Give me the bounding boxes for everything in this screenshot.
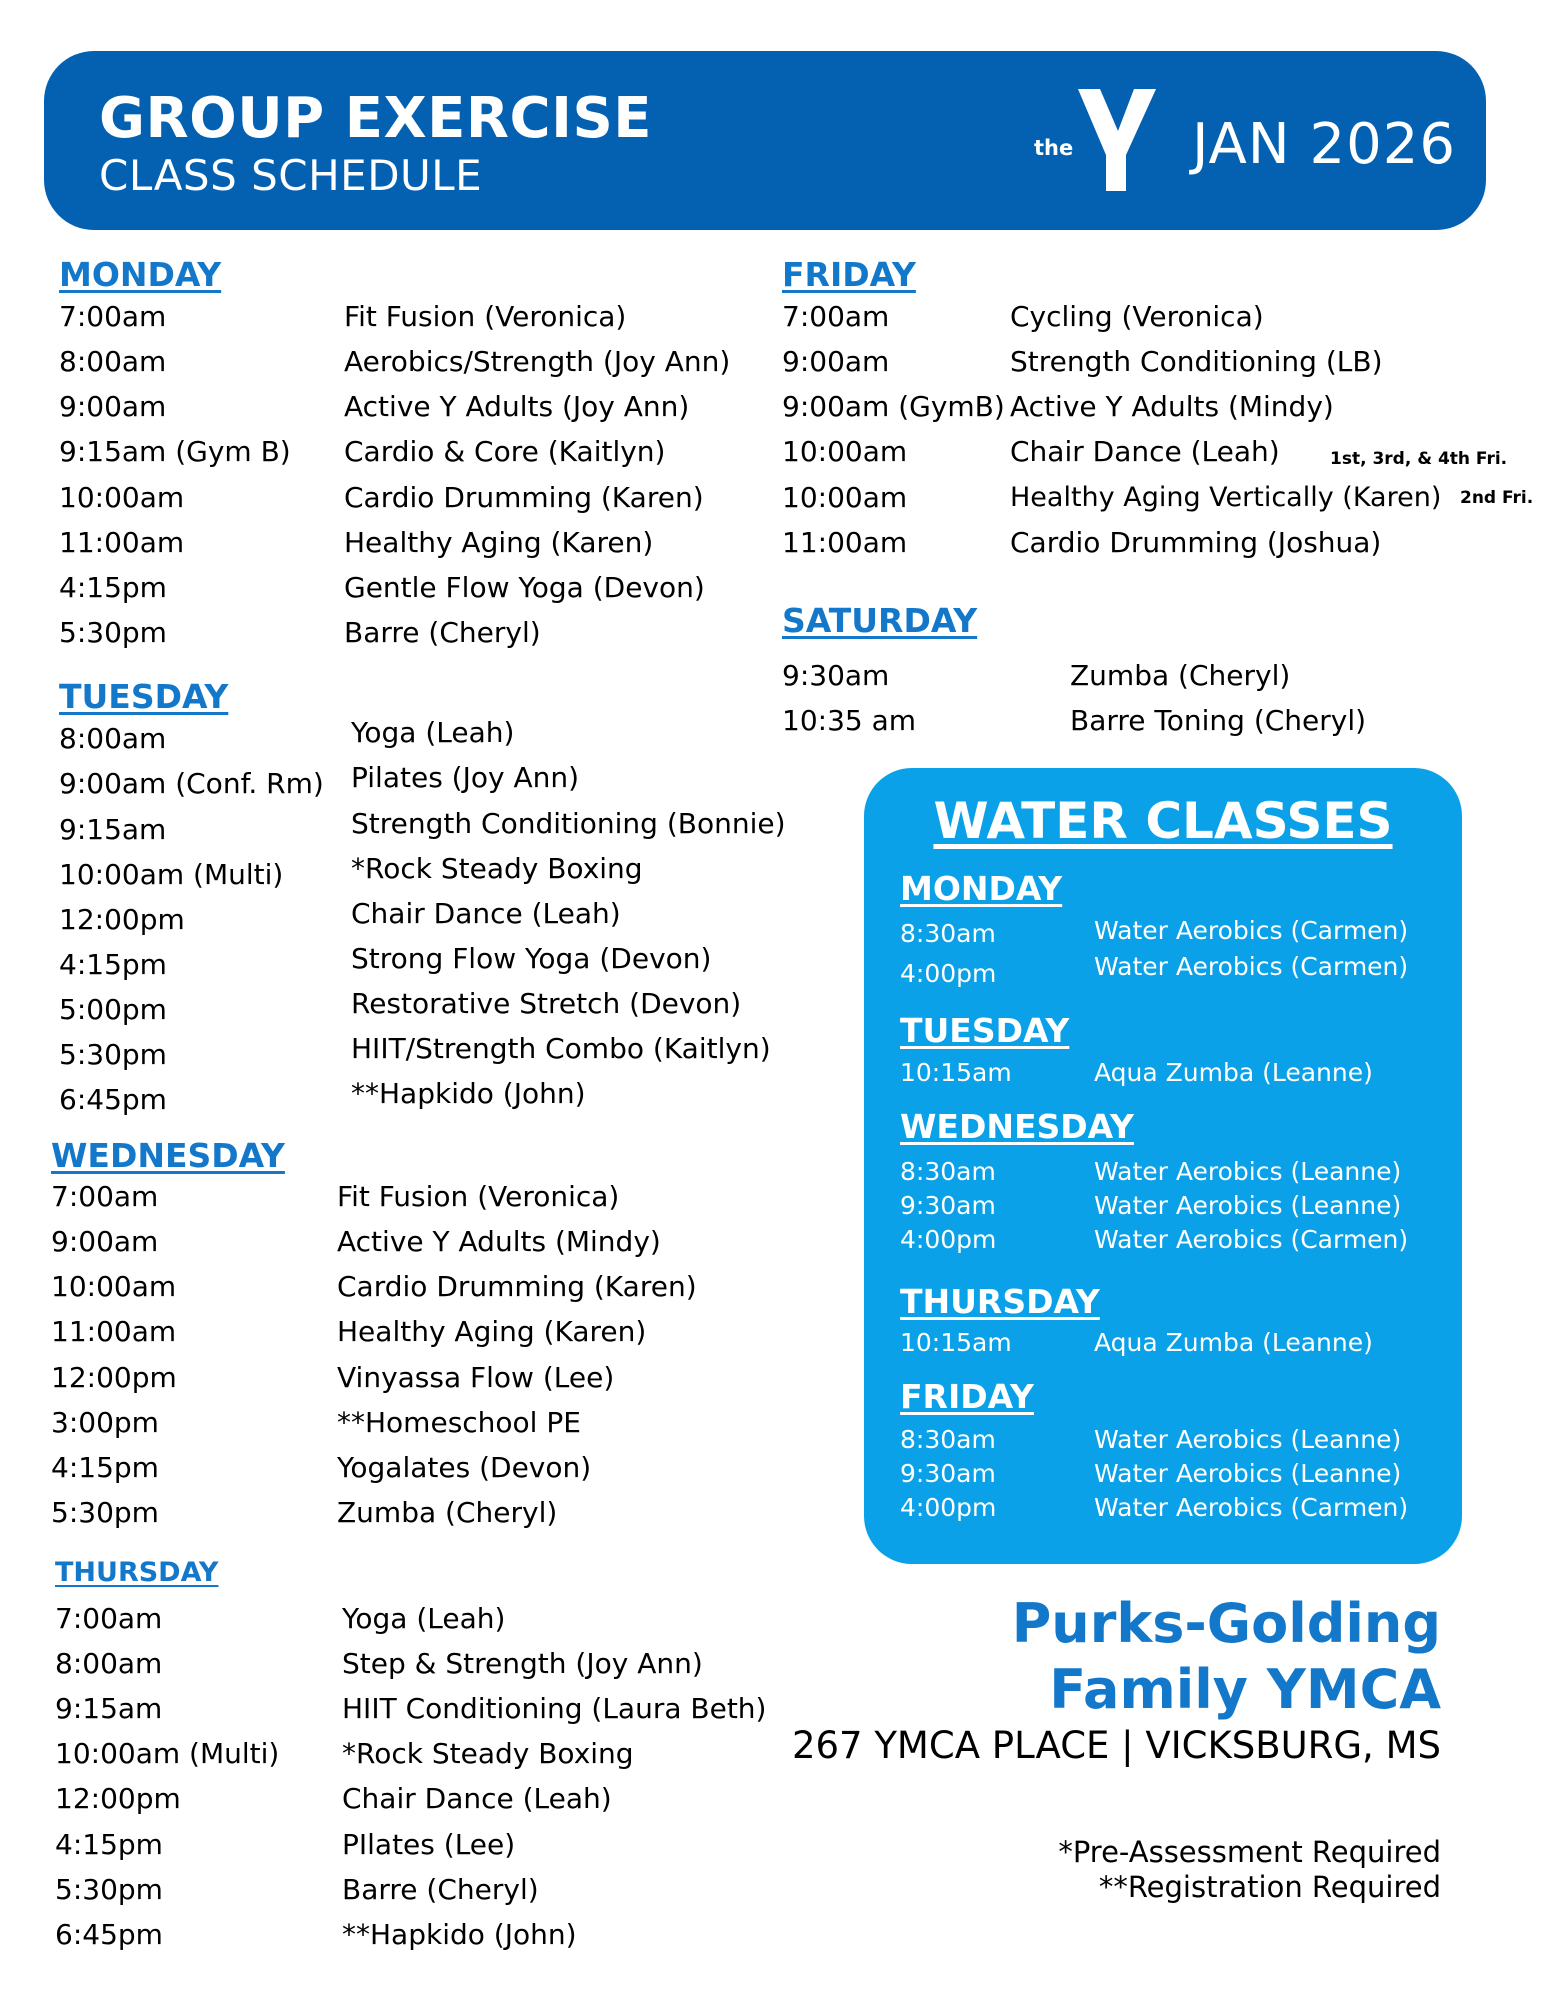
class-time: 5:30pm (59, 1038, 167, 1071)
class-time: 5:00pm (59, 993, 167, 1026)
class-name: Water Aerobics (Carmen) (1094, 916, 1409, 945)
class-time: 10:15am (900, 1058, 1012, 1087)
class-time: 8:30am (900, 919, 996, 948)
schedule-title: GROUP EXERCISE (99, 86, 653, 151)
class-name: Chair Dance (Leah) (351, 897, 621, 930)
water-classes-title: WATER CLASSES (933, 792, 1393, 850)
class-name: Gentle Flow Yoga (Devon) (344, 571, 705, 604)
class-name: Cardio Drumming (Karen) (337, 1270, 697, 1303)
ymca-name-line1: Purks-Golding (1011, 1592, 1441, 1655)
class-time: 10:00am (Multi) (59, 858, 284, 891)
class-name: Pilates (Joy Ann) (351, 761, 580, 794)
class-name: Active Y Adults (Mindy) (1010, 390, 1334, 423)
class-name: Water Aerobics (Carmen) (1094, 952, 1409, 981)
class-time: 4:15pm (59, 571, 167, 604)
class-time: 11:00am (59, 526, 185, 559)
day-heading-monday: MONDAY (59, 255, 222, 294)
class-name: Zumba (Cheryl) (1070, 659, 1291, 692)
class-time: 7:00am (51, 1180, 159, 1213)
class-name: Yoga (Leah) (342, 1602, 506, 1635)
class-name: Strong Flow Yoga (Devon) (351, 942, 712, 975)
class-name: **Hapkido (John) (342, 1918, 577, 1951)
day-heading-tuesday: TUESDAY (59, 677, 229, 716)
class-time: 8:00am (59, 722, 167, 755)
class-time: 9:00am (GymB) (782, 390, 1005, 423)
ymca-logo (1034, 85, 1164, 195)
class-time: 10:15am (900, 1328, 1012, 1357)
class-name: Step & Strength (Joy Ann) (342, 1647, 703, 1680)
class-name: Water Aerobics (Carmen) (1094, 1225, 1409, 1254)
class-time: 10:00am (59, 481, 185, 514)
class-name: Restorative Stretch (Devon) (351, 987, 742, 1020)
class-name: Fit Fusion (Veronica) (337, 1180, 620, 1213)
class-time: 10:35 am (782, 704, 917, 737)
class-time: 4:15pm (51, 1451, 159, 1484)
ymca-name-line2: Family YMCA (1049, 1658, 1441, 1721)
class-name: Fit Fusion (Veronica) (344, 300, 627, 333)
class-name: Water Aerobics (Leanne) (1094, 1425, 1402, 1454)
class-time: 7:00am (55, 1602, 163, 1635)
class-name: **Hapkido (John) (351, 1077, 586, 1110)
water-day-monday: MONDAY (900, 869, 1063, 908)
class-time: 9:30am (900, 1191, 996, 1220)
class-name: Cardio Drumming (Karen) (344, 481, 704, 514)
class-time: 4:15pm (59, 948, 167, 981)
class-time: 9:00am (59, 390, 167, 423)
class-name: Yogalates (Devon) (337, 1451, 592, 1484)
class-name: Cardio & Core (Kaitlyn) (344, 435, 666, 468)
class-time: 9:15am (59, 813, 167, 846)
class-name: Aqua Zumba (Leanne) (1094, 1328, 1373, 1357)
class-time: 8:00am (59, 345, 167, 378)
class-time: 8:30am (900, 1425, 996, 1454)
class-name: Chair Dance (Leah) (342, 1782, 612, 1815)
class-time: 5:30pm (59, 616, 167, 649)
class-name: HIIT/Strength Combo (Kaitlyn) (351, 1032, 771, 1065)
class-name: HIIT Conditioning (Laura Beth) (342, 1692, 767, 1725)
class-time: 9:15am (Gym B) (59, 435, 291, 468)
friday-chair-dance-note: 1st, 3rd, & 4th Fri. (1330, 449, 1508, 469)
class-time: 10:00am (51, 1270, 177, 1303)
class-time: 9:00am (51, 1225, 159, 1258)
registration-note: **Registration Required (1098, 1870, 1441, 1904)
class-time: 7:00am (59, 300, 167, 333)
class-name: Water Aerobics (Leanne) (1094, 1191, 1402, 1220)
class-time: 9:15am (55, 1692, 163, 1725)
class-name: Active Y Adults (Mindy) (337, 1225, 661, 1258)
class-name: Zumba (Cheryl) (337, 1496, 558, 1529)
class-time: 5:30pm (51, 1496, 159, 1529)
class-time: 4:15pm (55, 1828, 163, 1861)
pre-assessment-note: *Pre-Assessment Required (1058, 1835, 1441, 1869)
class-time: 6:45pm (55, 1918, 163, 1951)
class-name: Cycling (Veronica) (1010, 300, 1264, 333)
water-day-thursday: THURSDAY (900, 1282, 1100, 1321)
class-name: **Homeschool PE (337, 1406, 581, 1439)
class-time: 9:00am (782, 345, 890, 378)
water-day-friday: FRIDAY (900, 1377, 1034, 1416)
water-day-wednesday: WEDNESDAY (900, 1107, 1134, 1146)
header-banner (44, 51, 1486, 230)
class-time: 11:00am (51, 1315, 177, 1348)
class-name: Water Aerobics (Leanne) (1094, 1459, 1402, 1488)
day-heading-friday: FRIDAY (782, 255, 916, 294)
class-name: Strength Conditioning (LB) (1010, 345, 1383, 378)
logo-text: the (1034, 136, 1074, 160)
class-time: 4:00pm (900, 1493, 997, 1522)
class-time: 10:00am (782, 481, 908, 514)
class-name: Healthy Aging (Karen) (337, 1315, 647, 1348)
class-time: 12:00pm (59, 903, 185, 936)
schedule-date: JAN 2026 (1191, 112, 1456, 177)
day-heading-thursday: THURSDAY (55, 1557, 219, 1588)
class-name: Yoga (Leah) (351, 716, 515, 749)
class-name: Aerobics/Strength (Joy Ann) (344, 345, 731, 378)
class-name: Aqua Zumba (Leanne) (1094, 1058, 1373, 1087)
class-time: 8:30am (900, 1157, 996, 1186)
class-name: Strength Conditioning (Bonnie) (351, 807, 786, 840)
class-time: 9:30am (900, 1459, 996, 1488)
class-time: 4:00pm (900, 959, 997, 988)
class-name: Healthy Aging Vertically (Karen) (1010, 482, 1442, 513)
class-name: Barre Toning (Cheryl) (1070, 704, 1367, 737)
logo-small-text: YMCA (1130, 181, 1150, 189)
class-name: Active Y Adults (Joy Ann) (344, 390, 690, 423)
ymca-address: 267 YMCA PLACE | VICKSBURG, MS (791, 1724, 1441, 1767)
class-time: 12:00pm (55, 1782, 181, 1815)
water-classes-panel (864, 768, 1462, 1564)
day-heading-wednesday: WEDNESDAY (51, 1136, 285, 1175)
class-name: Vinyassa Flow (Lee) (337, 1361, 615, 1394)
class-time: 12:00pm (51, 1361, 177, 1394)
class-name: *Rock Steady Boxing (351, 852, 643, 885)
class-name: Chair Dance (Leah) (1010, 435, 1280, 468)
class-name: Barre (Cheryl) (344, 616, 541, 649)
class-time: 3:00pm (51, 1406, 159, 1439)
class-time: 5:30pm (55, 1873, 163, 1906)
class-name: *Rock Steady Boxing (342, 1737, 634, 1770)
class-name: Cardio Drumming (Joshua) (1010, 526, 1382, 559)
class-time: 9:00am (Conf. Rm) (59, 767, 324, 800)
class-time: 7:00am (782, 300, 890, 333)
class-time: 9:30am (782, 659, 890, 692)
class-time: 11:00am (782, 526, 908, 559)
class-name: Barre (Cheryl) (342, 1873, 539, 1906)
class-time: 4:00pm (900, 1225, 997, 1254)
class-name: Water Aerobics (Carmen) (1094, 1493, 1409, 1522)
class-time: 10:00am (Multi) (55, 1737, 280, 1770)
day-heading-saturday: SATURDAY (782, 601, 978, 640)
class-time: 10:00am (782, 435, 908, 468)
class-time: 6:45pm (59, 1083, 167, 1116)
schedule-subtitle: CLASS SCHEDULE (99, 151, 483, 200)
friday-healthy-aging-note: 2nd Fri. (1460, 488, 1534, 508)
class-name: PIlates (Lee) (342, 1828, 516, 1861)
water-day-tuesday: TUESDAY (900, 1011, 1070, 1050)
class-name: Water Aerobics (Leanne) (1094, 1157, 1402, 1186)
class-name: Healthy Aging (Karen) (344, 526, 654, 559)
class-time: 8:00am (55, 1647, 163, 1680)
